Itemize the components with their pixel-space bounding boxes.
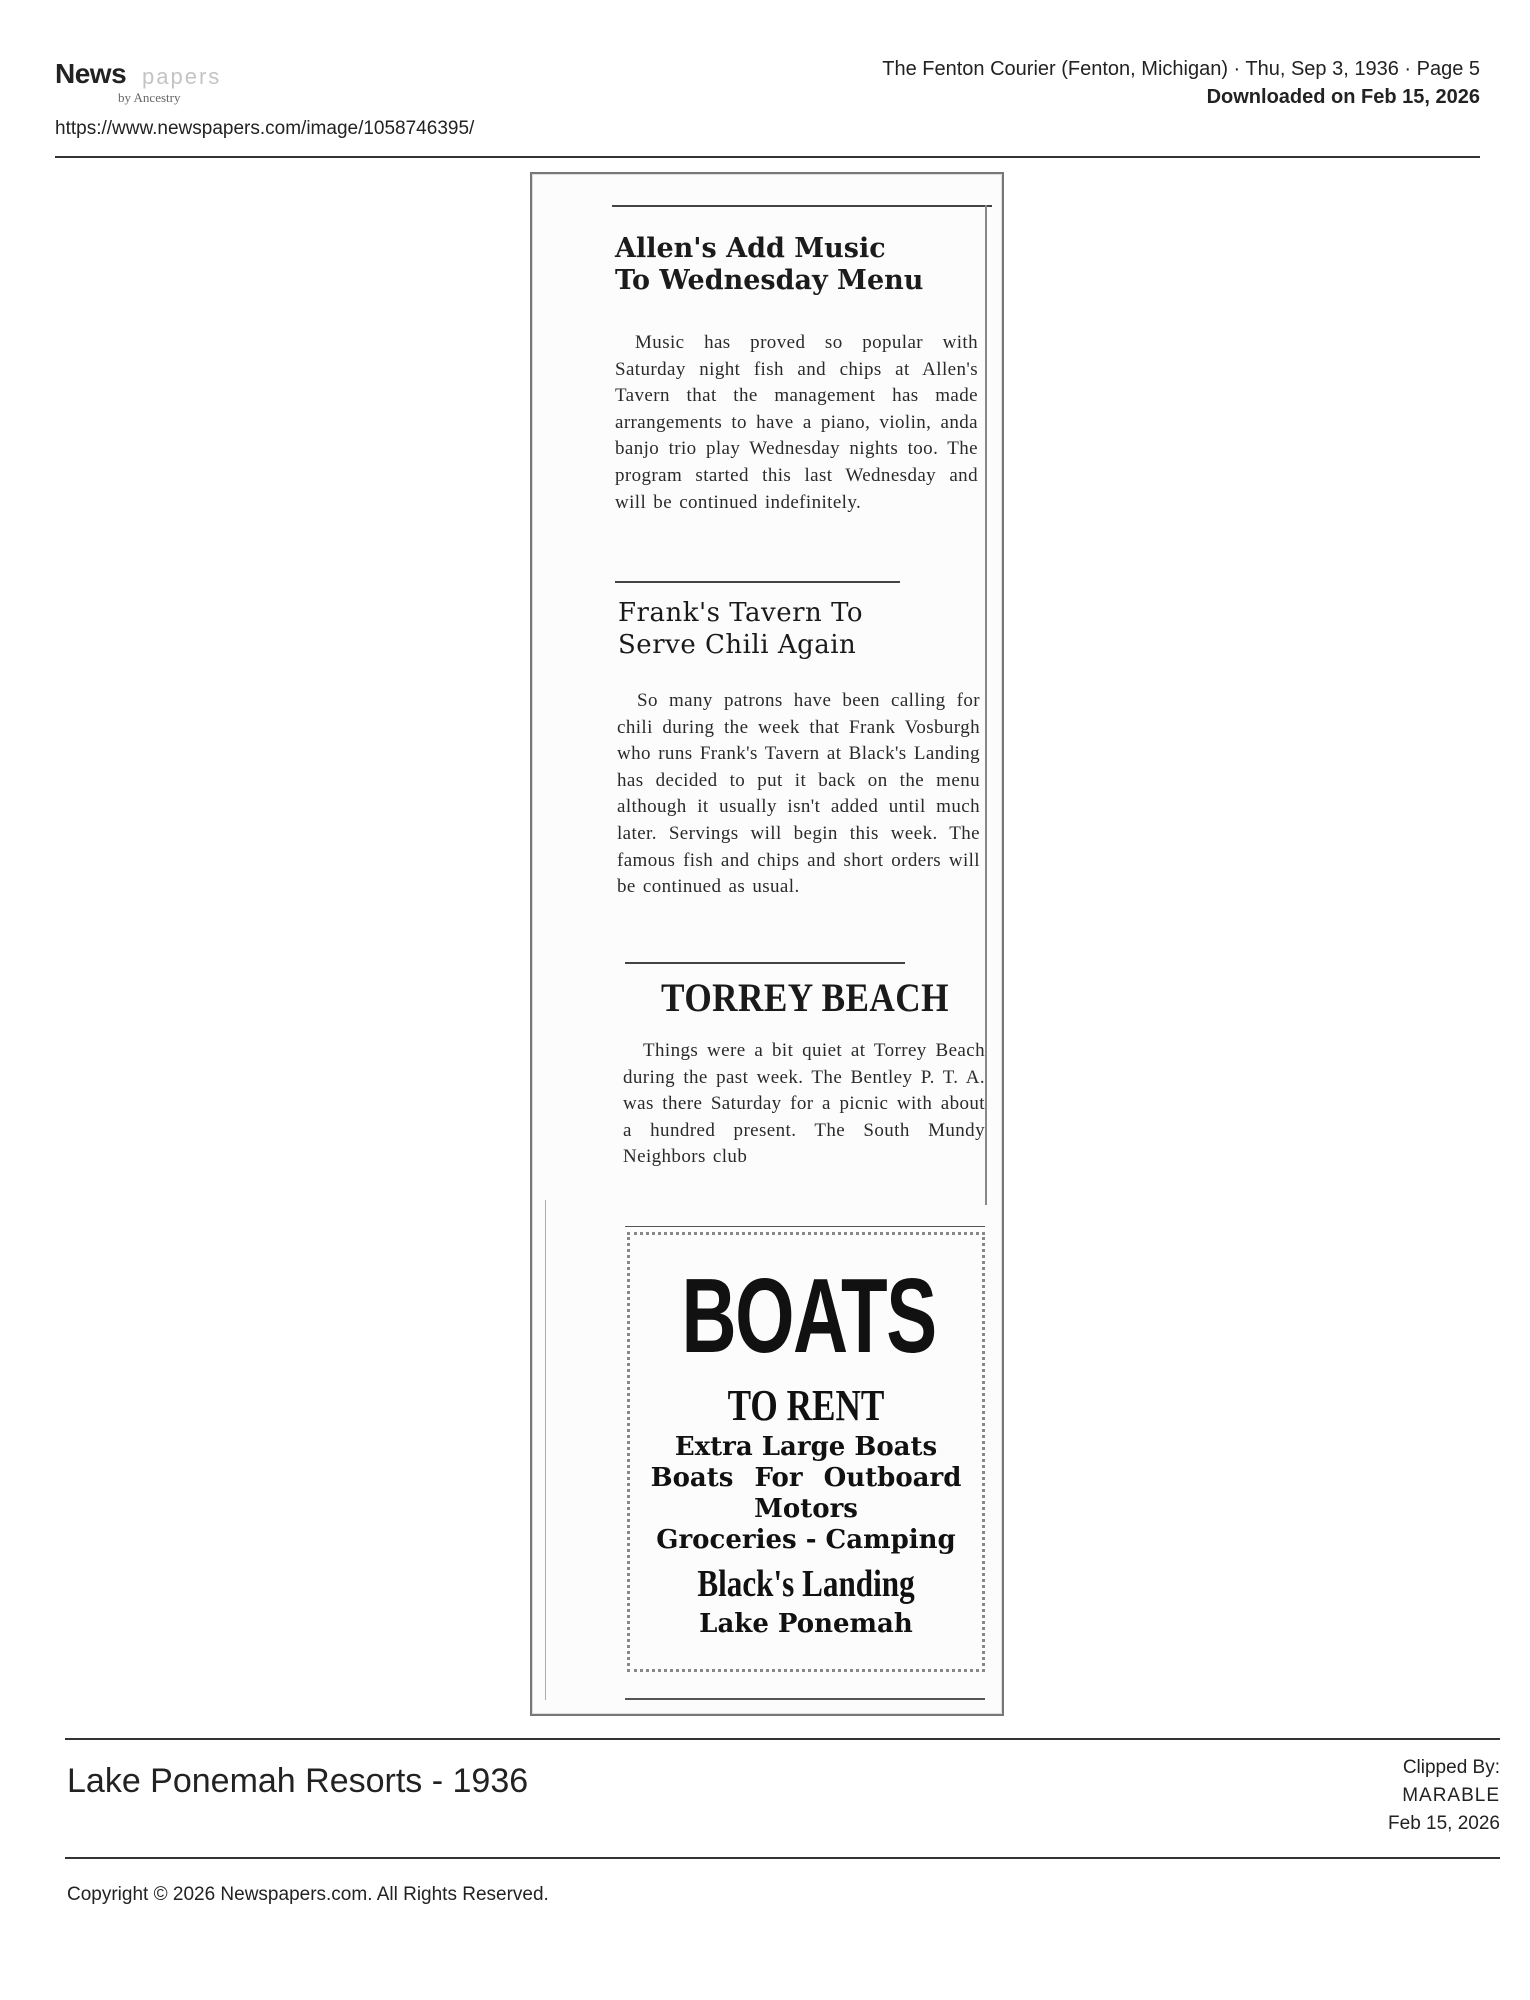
site-logo[interactable]: News [55, 58, 127, 89]
column-left-rule [545, 1200, 546, 1700]
article-headline-franks [618, 597, 958, 661]
article-divider [615, 581, 900, 583]
footer-divider-top [65, 1738, 1500, 1740]
headline-line: Serve Chili Again [618, 630, 857, 660]
headline-line: To Wednesday Menu [615, 265, 924, 296]
article-headline-torrey-beach: TORREY BEACH [661, 975, 949, 1020]
ad-text-line: Boats For Outboard [650, 1463, 962, 1493]
headline-line: Allen's Add Music [615, 233, 886, 264]
article-body-allens: Music has proved so popular with Saturday night fish and chips at Allen's Tavern that the management has made arrangements to have a piano, violin, anda banjo trio play Wednesday nights too. The program started this last Wednesday and will be continued indefinitely. [615, 332, 978, 513]
site-logo-subtitle: by Ancestry [118, 90, 181, 105]
article-headline-allens [615, 233, 955, 297]
ad-top-rule [625, 1226, 985, 1227]
downloaded-date: Downloaded on Feb 15, 2026 [1206, 86, 1480, 108]
clipping-title: Lake Ponemah Resorts - 1936 [67, 1762, 529, 1800]
headline-line: Frank's Tavern To [618, 598, 864, 628]
ad-subtitle: TO RENT [727, 1381, 885, 1430]
column-top-rule [612, 205, 992, 207]
ad-text-line: Motors [754, 1494, 858, 1524]
clipped-by-label: Clipped By: [1402, 1757, 1500, 1778]
footer-divider-bottom [65, 1857, 1500, 1859]
ad-business-name: Black's Landing [697, 1563, 915, 1605]
image-url-link[interactable]: https://www.newspapers.com/image/1058746395/ [55, 118, 475, 139]
ad-title: BOATS [681, 1257, 936, 1375]
newspaper-source-info: The Fenton Courier (Fenton, Michigan) · Thu, Sep 3, 1936 · Page 5 [882, 58, 1480, 80]
ad-text-line: Extra Large Boats [674, 1432, 938, 1462]
article-body-franks: So many patrons have been calling for chili during the week that Frank Vosburgh who runs Frank's Tavern at Black's Landing has decided to put it back on the menu although it usually isn't added until much later. Servings will begin this week. The famous fish and chips and short orders will be continued as usual. [617, 690, 980, 898]
article-body-torrey-beach: Things were a bit quiet at Torrey Beach during the past week. The Bentley P. T. A. was there Saturday for a picnic with about a hundred present. The South Mundy Neighbors club [623, 1040, 985, 1168]
site-logo-faded-text: papers [142, 64, 222, 89]
ad-bottom-rule [625, 1698, 985, 1700]
clipped-by-user[interactable]: MARABLE [1402, 1785, 1500, 1806]
article-divider [625, 962, 905, 964]
ad-text-line: Groceries - Camping [656, 1525, 956, 1555]
copyright-notice: Copyright © 2026 Newspapers.com. All Rights Reserved. [67, 1884, 549, 1905]
ad-location: Lake Ponemah [699, 1609, 913, 1639]
header-divider [55, 156, 1480, 158]
column-right-rule [985, 205, 987, 1205]
clipped-date: Feb 15, 2026 [1388, 1813, 1500, 1834]
